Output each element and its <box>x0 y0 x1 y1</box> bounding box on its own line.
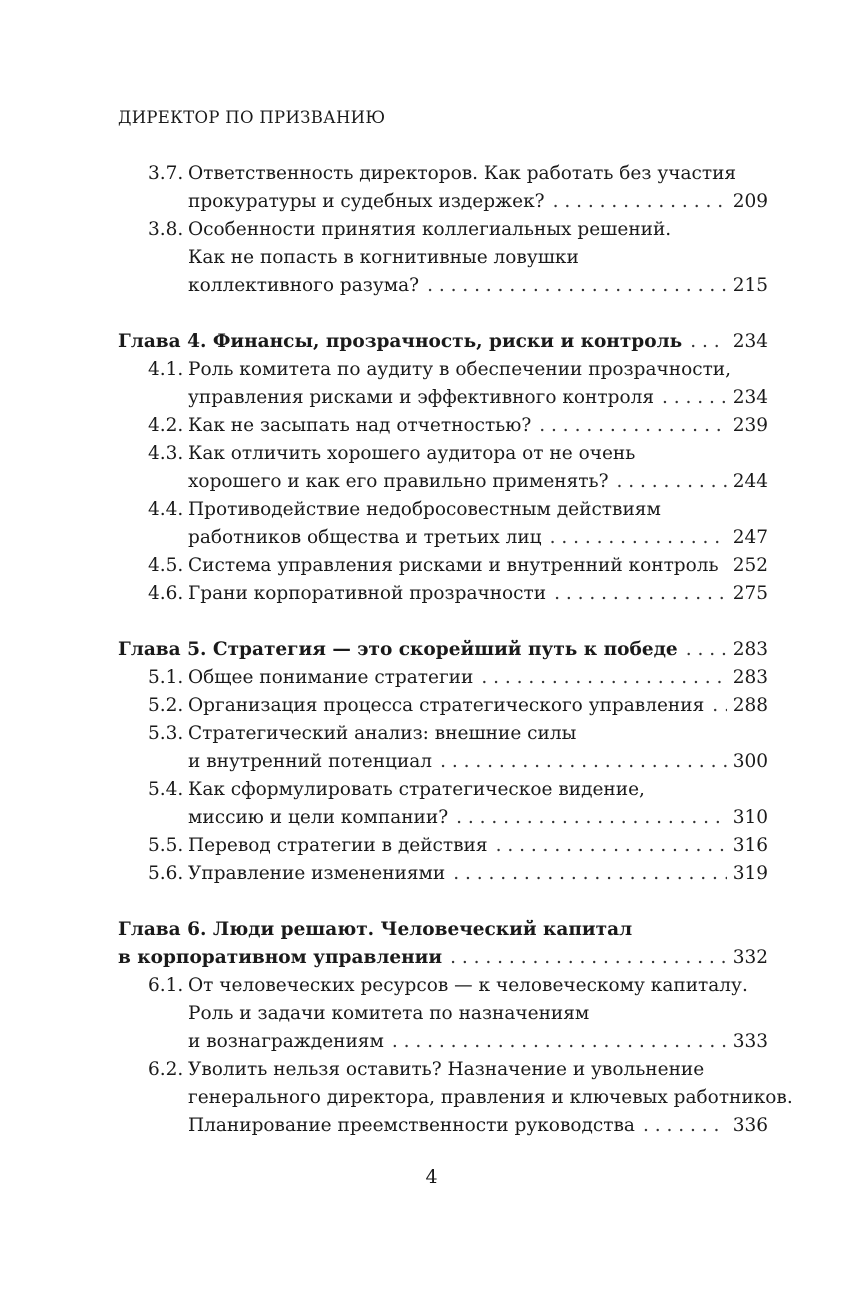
entry-text: Планирование преемственности руководства <box>188 1115 635 1136</box>
entry-text: генерального директора, правления и ключевых работников. <box>188 1087 793 1108</box>
section-gap <box>118 888 768 916</box>
page-ref: 333 <box>732 1031 768 1052</box>
page-ref: 239 <box>732 415 768 436</box>
page-ref: 244 <box>732 471 768 492</box>
toc-entry-line[interactable] <box>118 1000 768 1028</box>
entry-number: 5.6. <box>148 863 184 884</box>
entry-text: Как не попасть в когнитивные ловушки <box>188 247 579 268</box>
page-ref: 283 <box>732 639 768 660</box>
entry-number: 6.1. <box>148 975 184 996</box>
entry-text: Стратегический анализ: внешние силы <box>188 723 577 744</box>
toc-entry-line[interactable] <box>118 384 768 412</box>
toc-entry-line[interactable] <box>118 832 768 860</box>
entry-number: 6.2. <box>148 1059 184 1080</box>
toc-section-chapter3-tail <box>118 160 768 300</box>
toc-entry-line[interactable] <box>118 1028 768 1056</box>
entry-number: 4.6. <box>148 583 184 604</box>
page-ref: 310 <box>732 807 768 828</box>
page-ref: 332 <box>732 947 768 968</box>
entry-text: От человеческих ресурсов — к человеческому капиталу. <box>188 975 748 996</box>
entry-number: 5.4. <box>148 779 184 800</box>
entry-number: 5.5. <box>148 835 184 856</box>
toc-entry-line[interactable] <box>118 1112 768 1140</box>
dot-leader <box>496 832 727 860</box>
entry-text: Ответственность директоров. Как работать без участия <box>188 163 737 184</box>
toc-entry-line[interactable] <box>118 188 768 216</box>
entry-text: Роль комитета по аудиту в обеспечении прозрачности, <box>188 359 732 380</box>
page-ref: 234 <box>732 331 768 352</box>
chapter-title: в корпоративном управлении <box>118 947 443 968</box>
toc-entry-line[interactable] <box>118 412 768 440</box>
dot-leader <box>456 804 727 832</box>
chapter-heading-line[interactable] <box>118 916 768 944</box>
entry-text: хорошего и как его правильно применять? <box>188 471 609 492</box>
toc-entry-line[interactable] <box>118 552 768 580</box>
toc-entry-line[interactable] <box>118 356 768 384</box>
page-ref: 300 <box>732 751 768 772</box>
entry-text: Уволить нельзя оставить? Назначение и увольнение <box>188 1059 705 1080</box>
page-ref: 336 <box>732 1115 768 1136</box>
entry-number: 4.2. <box>148 415 184 436</box>
entry-text: миссию и цели компании? <box>188 807 449 828</box>
entry-text: коллективного разума? <box>188 275 420 296</box>
dot-leader <box>427 272 727 300</box>
page-ref: 319 <box>732 863 768 884</box>
entry-text: и вознаграждениям <box>188 1031 384 1052</box>
chapter-title: Глава 4. Финансы, прозрачность, риски и контроль <box>118 331 683 352</box>
chapter-heading[interactable] <box>118 328 768 356</box>
dot-leader <box>643 1112 727 1140</box>
page-ref: 283 <box>732 667 768 688</box>
dot-leader <box>440 748 727 776</box>
toc-entry-line[interactable] <box>118 244 768 272</box>
entry-number: 5.1. <box>148 667 184 688</box>
entry-text: работников общества и третьих лиц <box>188 527 542 548</box>
entry-number: 3.7. <box>148 163 184 184</box>
toc-entry-line[interactable] <box>118 972 768 1000</box>
entry-number: 3.8. <box>148 219 184 240</box>
toc-entry-line[interactable] <box>118 776 768 804</box>
toc-entry-line[interactable] <box>118 496 768 524</box>
entry-text: Система управления рисками и внутренний контроль <box>188 555 719 576</box>
entry-text: Управление изменениями <box>188 863 446 884</box>
toc-section-chapter6 <box>118 972 793 1140</box>
entry-number: 4.5. <box>148 555 184 576</box>
entry-text: Как сформулировать стратегическое видение, <box>188 779 645 800</box>
chapter-heading[interactable] <box>118 636 768 664</box>
entry-text: прокуратуры и судебных издержек? <box>188 191 545 212</box>
entry-text: Особенности принятия коллегиальных решений. <box>188 219 672 240</box>
toc-entry-line[interactable] <box>118 440 768 468</box>
dot-leader <box>553 188 727 216</box>
page-ref: 288 <box>732 695 768 716</box>
chapter-heading[interactable] <box>118 944 768 972</box>
entry-text: Перевод стратегии в действия <box>188 835 488 856</box>
toc-entry-line[interactable] <box>118 692 768 720</box>
entry-text: управления рисками и эффективного контроля <box>188 387 655 408</box>
page-ref: 215 <box>732 275 768 296</box>
entry-text: и внутренний потенциал <box>188 751 433 772</box>
toc-entry-line[interactable] <box>118 580 768 608</box>
page-ref: 234 <box>732 387 768 408</box>
toc-entry-line[interactable] <box>118 272 768 300</box>
page-number: 4 <box>425 1166 438 1188</box>
entry-number: 4.1. <box>148 359 184 380</box>
dot-leader <box>554 580 727 608</box>
page-ref: 316 <box>732 835 768 856</box>
entry-number: 4.3. <box>148 443 184 464</box>
toc-entry-line[interactable] <box>118 804 768 832</box>
dot-leader <box>392 1028 727 1056</box>
entry-number: 5.2. <box>148 695 184 716</box>
page-ref: 209 <box>732 191 768 212</box>
toc-entry-line[interactable] <box>118 216 768 244</box>
page-ref: 252 <box>732 555 768 576</box>
section-gap <box>118 608 768 636</box>
toc-section-chapter5 <box>118 664 768 888</box>
dot-leader <box>453 860 726 888</box>
entry-text: Противодействие недобросовестным действиям <box>188 499 661 520</box>
entry-number: 5.3. <box>148 723 184 744</box>
toc-entry-line[interactable] <box>118 1056 768 1084</box>
toc-entry-line[interactable] <box>118 860 768 888</box>
entry-text: Роль и задачи комитета по назначениям <box>188 1003 590 1024</box>
dot-leader <box>617 468 727 496</box>
dot-leader <box>450 944 727 972</box>
page-ref: 275 <box>732 583 768 604</box>
chapter-title: Глава 6. Люди решают. Человеческий капитал <box>118 919 633 940</box>
toc-entry-line[interactable] <box>118 468 768 496</box>
toc-entry-line[interactable] <box>118 720 768 748</box>
entry-text: Общее понимание стратегии <box>188 667 474 688</box>
toc-entry-line[interactable] <box>118 524 768 552</box>
dot-leader <box>686 636 727 664</box>
toc-entry-line[interactable] <box>118 1084 793 1112</box>
toc-entry-line[interactable] <box>118 160 768 188</box>
entry-text: Организация процесса стратегического управления <box>188 695 705 716</box>
toc-entry-line[interactable] <box>118 664 768 692</box>
dot-leader <box>712 692 726 720</box>
chapter-title: Глава 5. Стратегия — это скорейший путь к победе <box>118 639 678 660</box>
toc-entry-line[interactable] <box>118 748 768 776</box>
running-title: ДИРЕКТОР ПО ПРИЗВАНИЮ <box>118 108 386 127</box>
dot-leader <box>539 412 726 440</box>
table-of-contents <box>118 160 793 1140</box>
entry-text: Грани корпоративной прозрачности <box>188 583 547 604</box>
section-gap <box>118 300 768 328</box>
dot-leader <box>550 524 727 552</box>
dot-leader <box>662 384 727 412</box>
page-ref: 247 <box>732 527 768 548</box>
entry-text: Как не засыпать над отчетностью? <box>188 415 532 436</box>
dot-leader <box>481 664 726 692</box>
dot-leader <box>690 328 727 356</box>
toc-section-chapter4 <box>118 356 768 608</box>
entry-text: Как отличить хорошего аудитора от не очень <box>188 443 636 464</box>
entry-number: 4.4. <box>148 499 184 520</box>
